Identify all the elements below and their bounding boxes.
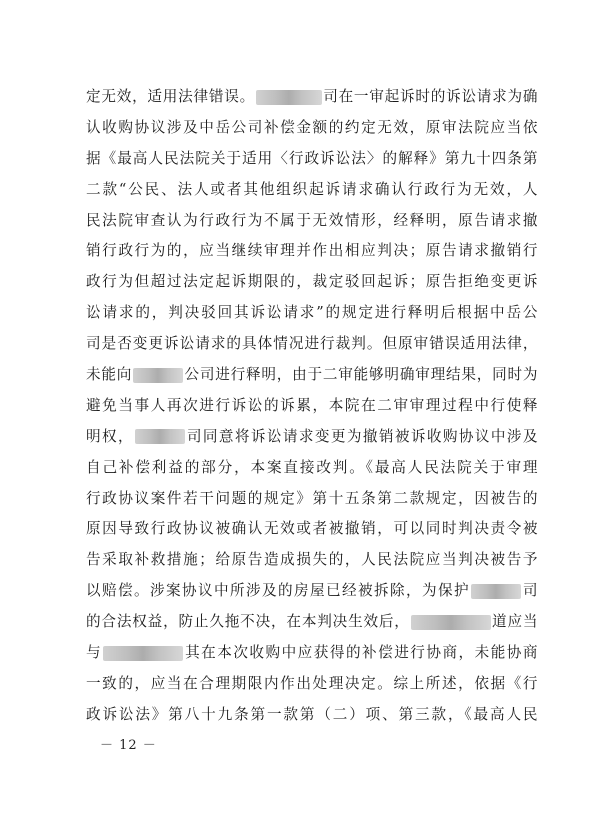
text-span: 司是否变更诉讼请求的具体情况进行裁判。但原审错误适用法律， [86, 335, 538, 353]
text-span: 一致的，应当在合理期限内作出处理决定。综上所述，依据《行 [86, 674, 538, 692]
text-line [86, 422, 538, 453]
text-span: 讼请求的，判决驳回其诉讼请求”的规定进行释明后根据中岳公 [86, 304, 538, 322]
redaction-mark [135, 429, 185, 444]
redaction-mark [471, 584, 521, 599]
text-line [86, 236, 538, 267]
text-line [86, 638, 538, 669]
text-span: 未能向 [86, 366, 133, 384]
text-span: 以赔偿。涉案协议中所涉及的房屋已经被拆除，为保护 [86, 582, 470, 600]
text-line [86, 607, 538, 638]
text-span: 自己补偿利益的部分，本案直接改判。《最高人民法院关于审理 [86, 458, 538, 476]
text-span: 二款“公民、法人或者其他组织起诉请求确认行政行为无效，人 [86, 180, 538, 198]
text-span: 据《最高人民法院关于适用〈行政诉讼法〉的解释》第九十四条第 [86, 149, 538, 167]
text-line [86, 576, 538, 607]
text-line [86, 391, 538, 422]
text-span: 司在一审起诉时的诉讼请求为确 [322, 88, 538, 105]
text-line [86, 669, 538, 700]
text-span: 定无效，适用法律错误。 [86, 88, 255, 105]
text-line [86, 82, 538, 113]
text-line [86, 545, 538, 576]
redaction-mark [256, 90, 322, 105]
text-span: 认收购协议涉及中岳公司补偿金额的约定无效，原审法院应当依 [86, 118, 538, 136]
text-span: 其在本次收购中应获得的补偿进行协商，未能协商 [184, 644, 538, 662]
text-line [86, 700, 538, 731]
text-line [86, 298, 538, 329]
text-line [86, 206, 538, 237]
text-span: 避免当事人再次进行诉讼的诉累，本院在二审审理过程中行使释 [86, 396, 538, 414]
text-line [86, 175, 538, 206]
text-span: 政诉讼法》第八十九条第一款第（二）项、第三款，《最高人民 [86, 705, 538, 723]
text-line [86, 267, 538, 298]
text-line [86, 144, 538, 175]
redaction-mark [411, 615, 491, 630]
text-span: 原因导致行政协议被确认无效或者被撤销，可以同时判决责令被 [86, 520, 538, 538]
text-line [86, 453, 538, 484]
text-span: 明权， [86, 427, 134, 445]
text-span: 民法院审查认为行政行为不属于无效情形，经释明，原告请求撤 [86, 211, 538, 229]
text-span: 司 [521, 582, 538, 600]
text-span: 公司进行释明，由于二审能够明确审理结果，同时为 [184, 366, 538, 384]
text-span: 与 [86, 644, 103, 662]
text-line [86, 360, 538, 391]
redaction-mark [133, 368, 183, 383]
text-span: 道应当 [491, 613, 538, 631]
text-span: 告采取补救措施；给原告造成损失的，人民法院应当判决被告予 [86, 551, 538, 569]
text-span: 政行为但超过法定起诉期限的，裁定驳回起诉；原告拒绝变更诉 [86, 273, 538, 291]
text-line [86, 329, 538, 360]
redaction-mark [103, 646, 183, 661]
text-span: 行政协议案件若干问题的规定》第十五条第二款规定，因被告的 [86, 489, 538, 507]
page-number: － 12 － [100, 738, 157, 753]
text-line [86, 113, 538, 144]
text-span: 司同意将诉讼请求变更为撤销被诉收购协议中涉及 [186, 427, 538, 445]
text-line [86, 514, 538, 545]
body-text [86, 82, 538, 731]
text-line [86, 484, 538, 515]
text-span: 销行政行为的，应当继续审理并作出相应判决；原告请求撤销行 [86, 242, 538, 260]
text-span: 的合法权益，防止久拖不决，在本判决生效后， [86, 613, 410, 631]
